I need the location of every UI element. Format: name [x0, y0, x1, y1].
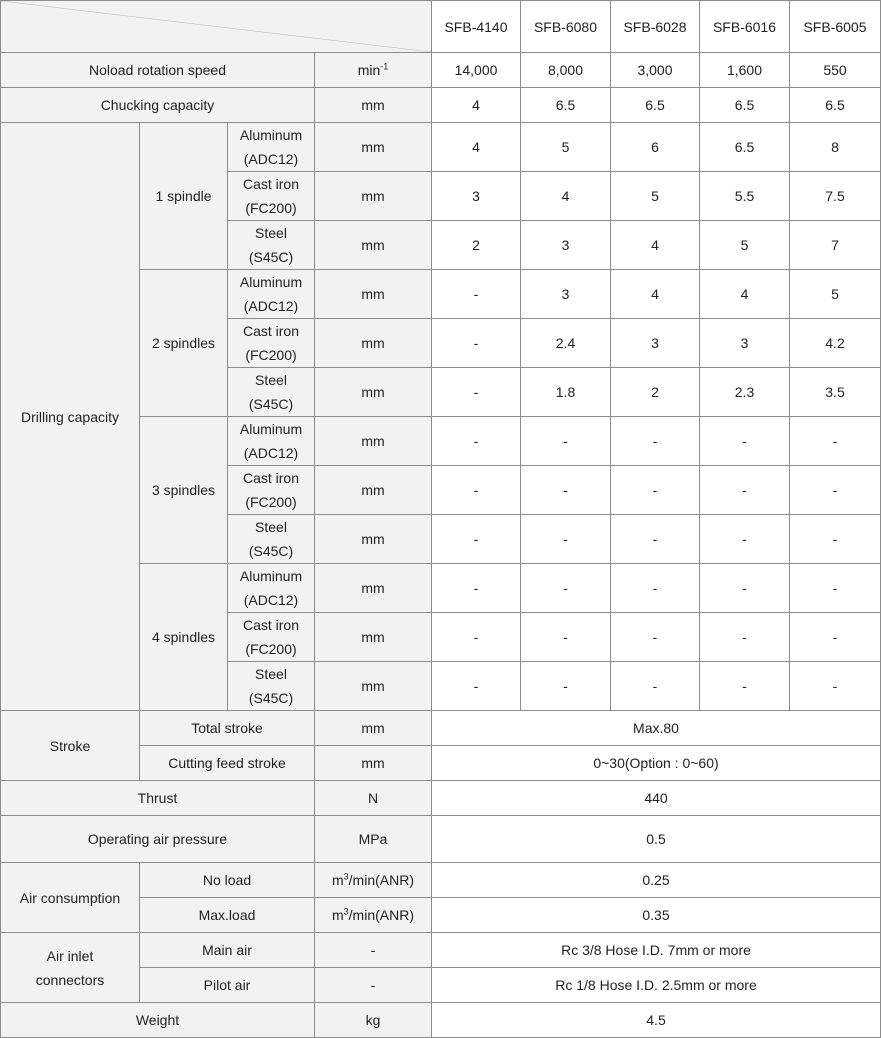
air-consumption-value: 0.35: [432, 898, 881, 933]
thrust-row: [1, 781, 881, 816]
air-inlet-label: Air inlet connectors: [1, 933, 140, 1003]
air-pressure-label: Operating air pressure: [1, 816, 315, 863]
drilling-label: Drilling capacity: [1, 123, 140, 711]
air-consumption-sub-label: No load: [140, 863, 315, 898]
drilling-value: 4.2: [790, 319, 881, 368]
drilling-value: 4: [521, 172, 611, 221]
noload-value: 14,000: [432, 53, 521, 88]
drilling-value: 4: [611, 221, 700, 270]
noload-label: Noload rotation speed: [1, 53, 315, 88]
noload-unit: $\min^{-1}$: [315, 53, 432, 88]
drilling-value: 2: [432, 221, 521, 270]
drilling-value: -: [521, 515, 611, 564]
material-label: Steel (S45C): [228, 662, 315, 711]
drilling-value: -: [521, 613, 611, 662]
model-header: SFB-4140: [432, 1, 521, 53]
air-consumption-unit: $m^3/\min(ANR)$: [315, 898, 432, 933]
thrust-unit: N: [315, 781, 432, 816]
drilling-value: -: [790, 613, 881, 662]
drilling-value: -: [700, 662, 790, 711]
drilling-row: [1, 123, 881, 172]
drilling-value: 4: [611, 270, 700, 319]
drilling-value: 4: [700, 270, 790, 319]
noload-value: 8,000: [521, 53, 611, 88]
drilling-value: -: [432, 417, 521, 466]
drilling-unit: mm: [315, 466, 432, 515]
drilling-value: -: [521, 466, 611, 515]
drilling-value: -: [432, 515, 521, 564]
material-label: Cast iron (FC200): [228, 613, 315, 662]
air-pressure-row: [1, 816, 881, 863]
drilling-value: -: [432, 270, 521, 319]
drilling-value: 2.4: [521, 319, 611, 368]
drilling-unit: mm: [315, 417, 432, 466]
drilling-value: -: [790, 466, 881, 515]
chucking-value: 6.5: [790, 88, 881, 123]
chucking-value: 6.5: [521, 88, 611, 123]
drilling-unit: mm: [315, 221, 432, 270]
drilling-unit: mm: [315, 270, 432, 319]
drilling-value: -: [611, 613, 700, 662]
air-inlet-unit: -: [315, 933, 432, 968]
noload-value: 3,000: [611, 53, 700, 88]
material-label: Steel (S45C): [228, 221, 315, 270]
drilling-value: 7: [790, 221, 881, 270]
header-row: [1, 1, 881, 53]
chucking-row: [1, 88, 881, 123]
air-consumption-label: Air consumption: [1, 863, 140, 933]
drilling-value: -: [521, 662, 611, 711]
drilling-value: 4: [432, 123, 521, 172]
noload-value: 550: [790, 53, 881, 88]
material-label: Steel (S45C): [228, 515, 315, 564]
model-header: SFB-6080: [521, 1, 611, 53]
drilling-value: 2: [611, 368, 700, 417]
weight-row: [1, 1003, 881, 1038]
drilling-value: -: [521, 417, 611, 466]
weight-label: Weight: [1, 1003, 315, 1038]
drilling-unit: mm: [315, 123, 432, 172]
material-label: Aluminum (ADC12): [228, 270, 315, 319]
drilling-value: -: [432, 368, 521, 417]
drilling-value: 5.5: [700, 172, 790, 221]
drilling-value: -: [521, 564, 611, 613]
drilling-value: 5: [521, 123, 611, 172]
air-inlet-sub-label: Pilot air: [140, 968, 315, 1003]
drilling-value: -: [790, 564, 881, 613]
noload-value: 1,600: [700, 53, 790, 88]
material-label: Steel (S45C): [228, 368, 315, 417]
model-header: SFB-6005: [790, 1, 881, 53]
drilling-value: -: [432, 564, 521, 613]
chucking-unit: mm: [315, 88, 432, 123]
total-stroke-label: Total stroke: [140, 711, 315, 746]
spindle-group-label: 4 spindles: [140, 564, 228, 711]
air-inlet-value: Rc 3/8 Hose I.D. 7mm or more: [432, 933, 881, 968]
drilling-value: -: [700, 564, 790, 613]
air-consumption-unit: $m^3/\min(ANR)$: [315, 863, 432, 898]
cutting-feed-stroke-unit: mm: [315, 746, 432, 781]
weight-unit: kg: [315, 1003, 432, 1038]
drilling-value: -: [611, 662, 700, 711]
thrust-value: 440: [432, 781, 881, 816]
stroke-label: Stroke: [1, 711, 140, 781]
noload-row: [1, 53, 881, 88]
drilling-value: 7.5: [790, 172, 881, 221]
drilling-value: -: [700, 515, 790, 564]
drilling-unit: mm: [315, 368, 432, 417]
drilling-value: -: [611, 466, 700, 515]
drilling-value: -: [432, 662, 521, 711]
chucking-label: Chucking capacity: [1, 88, 315, 123]
total-stroke-unit: mm: [315, 711, 432, 746]
drilling-value: 3: [521, 221, 611, 270]
drilling-value: 3.5: [790, 368, 881, 417]
diagonal-line: [1, 1, 431, 52]
drilling-unit: mm: [315, 172, 432, 221]
thrust-label: Thrust: [1, 781, 315, 816]
chucking-value: 4: [432, 88, 521, 123]
total-stroke-value: Max.80: [432, 711, 881, 746]
drilling-value: -: [700, 613, 790, 662]
drilling-value: -: [700, 417, 790, 466]
material-label: Aluminum (ADC12): [228, 564, 315, 613]
drilling-value: 3: [521, 270, 611, 319]
cutting-feed-stroke-label: Cutting feed stroke: [140, 746, 315, 781]
drilling-value: -: [790, 417, 881, 466]
air-consumption-row: [1, 863, 881, 898]
material-label: Cast iron (FC200): [228, 172, 315, 221]
drilling-value: -: [611, 564, 700, 613]
chucking-value: 6.5: [700, 88, 790, 123]
weight-value: 4.5: [432, 1003, 881, 1038]
material-label: Cast iron (FC200): [228, 319, 315, 368]
model-header: SFB-6016: [700, 1, 790, 53]
spindle-group-label: 2 spindles: [140, 270, 228, 417]
drilling-value: 3: [432, 172, 521, 221]
drilling-value: 5: [790, 270, 881, 319]
drilling-value: -: [700, 466, 790, 515]
drilling-unit: mm: [315, 662, 432, 711]
drilling-value: 1.8: [521, 368, 611, 417]
drilling-value: 6: [611, 123, 700, 172]
drilling-value: -: [432, 613, 521, 662]
air-consumption-sub-label: Max.load: [140, 898, 315, 933]
model-header: SFB-6028: [611, 1, 700, 53]
chucking-value: 6.5: [611, 88, 700, 123]
stroke-row: [1, 711, 881, 746]
cutting-feed-stroke-value: 0~30(Option : 0~60): [432, 746, 881, 781]
drilling-value: 3: [611, 319, 700, 368]
corner-cell: [1, 1, 432, 53]
air-pressure-unit: MPa: [315, 816, 432, 863]
drilling-unit: mm: [315, 319, 432, 368]
drilling-unit: mm: [315, 613, 432, 662]
drilling-unit: mm: [315, 515, 432, 564]
spindle-group-label: 1 spindle: [140, 123, 228, 270]
drilling-value: -: [790, 515, 881, 564]
material-label: Aluminum (ADC12): [228, 123, 315, 172]
drilling-value: -: [432, 319, 521, 368]
drilling-value: -: [611, 417, 700, 466]
air-inlet-row: [1, 933, 881, 968]
drilling-value: 6.5: [700, 123, 790, 172]
material-label: Cast iron (FC200): [228, 466, 315, 515]
air-inlet-value: Rc 1/8 Hose I.D. 2.5mm or more: [432, 968, 881, 1003]
material-label: Aluminum (ADC12): [228, 417, 315, 466]
drilling-value: -: [611, 515, 700, 564]
air-inlet-sub-label: Main air: [140, 933, 315, 968]
spindle-group-label: 3 spindles: [140, 417, 228, 564]
drilling-value: 5: [700, 221, 790, 270]
drilling-value: 3: [700, 319, 790, 368]
drilling-value: 8: [790, 123, 881, 172]
drilling-value: -: [432, 466, 521, 515]
air-consumption-value: 0.25: [432, 863, 881, 898]
drilling-value: 2.3: [700, 368, 790, 417]
drilling-value: 5: [611, 172, 700, 221]
drilling-value: -: [790, 662, 881, 711]
air-inlet-unit: -: [315, 968, 432, 1003]
drilling-unit: mm: [315, 564, 432, 613]
air-pressure-value: 0.5: [432, 816, 881, 863]
